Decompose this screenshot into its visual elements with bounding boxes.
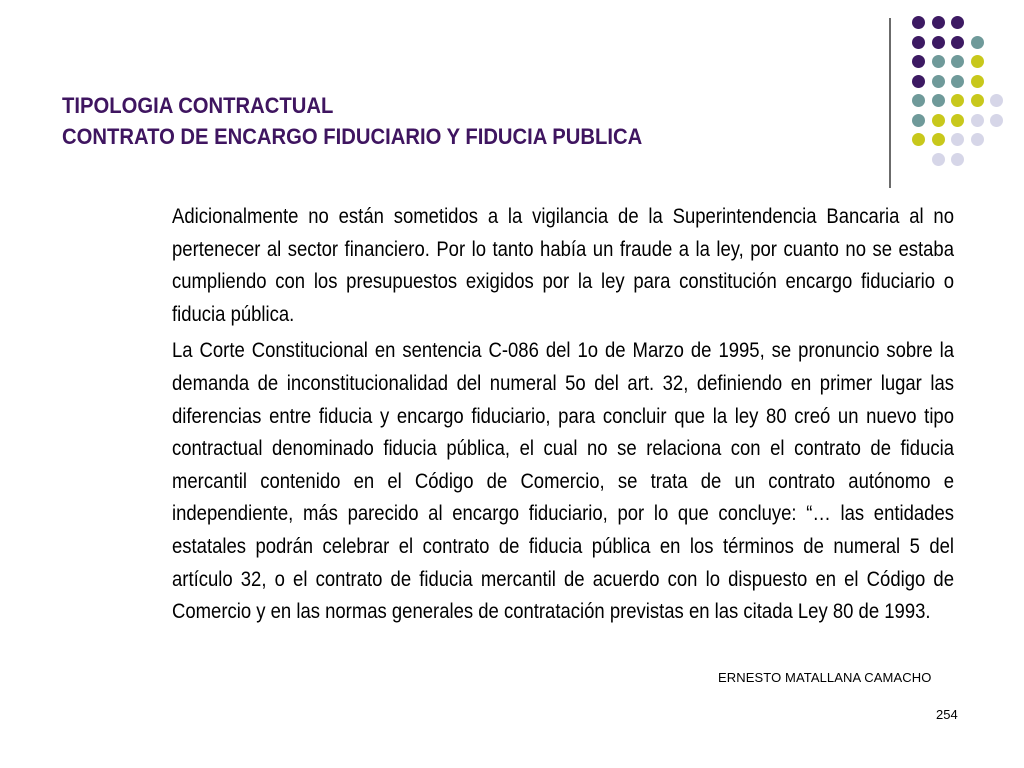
decorative-dot bbox=[951, 94, 964, 107]
decorative-dot bbox=[912, 75, 925, 88]
decorative-dot bbox=[990, 94, 1003, 107]
author-name: ERNESTO MATALLANA CAMACHO bbox=[718, 670, 932, 685]
decorative-dot bbox=[971, 133, 984, 146]
decorative-dot bbox=[912, 114, 925, 127]
paragraph-2: La Corte Constitucional en sentencia C-086 del 1o de Marzo de 1995, se pronuncio sobre la demanda de inconstitucionalidad del numeral 5o del art. 32, definiendo en primer lugar las diferencias entre fiducia y encargo fiduciario, para concluir que la ley 80 creó un nuevo tipo contractual denominado fiducia pública, el cual no se relaciona con el contrato de fiducia mercantil contenido en el Código de Comercio, se trata de un contrato autónomo e independiente, más parecido al encargo fiduciario, por lo que concluye: “… las entidades estatales podrán celebrar el contrato de fiducia pública en los términos de numeral 5 del artículo 32, o el contrato de fiducia mercantil de acuerdo con lo dispuesto en el Código de Comercio y en las normas generales de contratación previstas en las citada Ley 80 de 1993. bbox=[172, 338, 954, 624]
decorative-dot bbox=[932, 133, 945, 146]
decorative-dot bbox=[932, 36, 945, 49]
decorative-dot bbox=[971, 94, 984, 107]
decorative-dot bbox=[912, 55, 925, 68]
decorative-dot bbox=[932, 55, 945, 68]
decorative-dot bbox=[951, 133, 964, 146]
decorative-dot bbox=[912, 94, 925, 107]
page-number: 254 bbox=[936, 707, 958, 722]
decorative-dot bbox=[932, 16, 945, 29]
decorative-dot bbox=[951, 36, 964, 49]
title-line-2: CONTRATO DE ENCARGO FIDUCIARIO Y FIDUCIA PUBLICA bbox=[62, 124, 643, 149]
decorative-dot bbox=[951, 153, 964, 166]
paragraph-1: Adicionalmente no están sometidos a la vigilancia de la Superintendencia Bancaria al no pertenecer al sector financiero. Por lo tanto había un fraude a la ley, por cuanto no se estaba cumpliendo con los presupuestos exigidos por la ley para constitución encargo fiduciario o fiducia pública. bbox=[172, 204, 954, 326]
decorative-dot bbox=[971, 36, 984, 49]
decorative-dot bbox=[932, 114, 945, 127]
decorative-dot bbox=[971, 75, 984, 88]
decorative-dot bbox=[951, 16, 964, 29]
decorative-dot bbox=[932, 153, 945, 166]
decorative-dot bbox=[912, 133, 925, 146]
title-line-1: TIPOLOGIA CONTRACTUAL bbox=[62, 93, 334, 118]
decorative-dot bbox=[971, 55, 984, 68]
decorative-dot bbox=[971, 114, 984, 127]
decorative-dot bbox=[990, 114, 1003, 127]
decorative-dot bbox=[951, 75, 964, 88]
decorative-dot bbox=[932, 94, 945, 107]
body-text bbox=[172, 200, 954, 628]
decorative-dot bbox=[951, 114, 964, 127]
decorative-dot bbox=[951, 55, 964, 68]
decorative-dot bbox=[912, 36, 925, 49]
divider-line bbox=[889, 18, 891, 188]
slide-title bbox=[62, 90, 642, 152]
decorative-dot bbox=[932, 75, 945, 88]
decorative-dot bbox=[912, 16, 925, 29]
